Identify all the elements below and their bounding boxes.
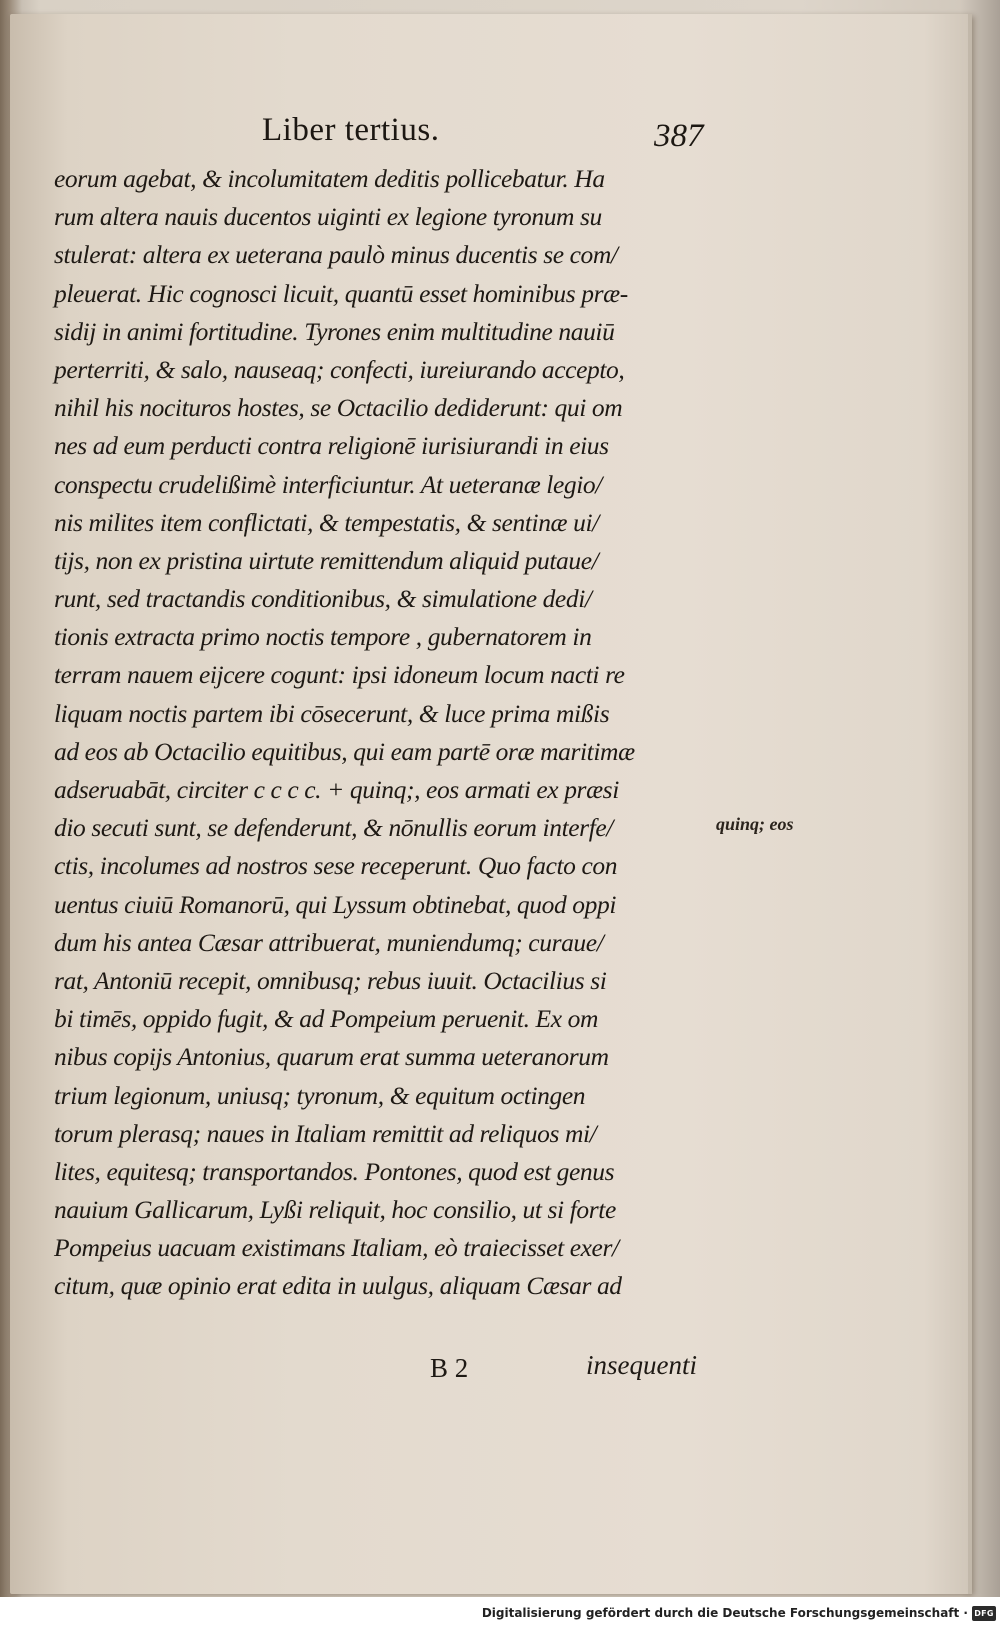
text-line: torum plerasq; naues in Italiam remittit ad reliquos mi/: [54, 1118, 597, 1148]
text-line: terram nauem eijcere cogunt: ipsi idoneum locum nacti re: [54, 660, 625, 690]
text-line: conspectu crudelißimè interficiuntur. At ueteranæ legio/: [54, 469, 602, 499]
text-line: lites, equitesq; transportandos. Pontones, quod est genus: [54, 1156, 615, 1186]
dfg-logo-text: DFG: [974, 1609, 994, 1618]
catchword: insequenti: [586, 1350, 697, 1380]
text-line: adseruabāt, circiter c c c c. + quinq;, eos armati ex præsi: [54, 775, 619, 804]
text-line: pleuerat. Hic cognosci licuit, quantū esset hominibus præ-: [54, 278, 628, 308]
body-text: [54, 160, 734, 1306]
text-line: nihil his nocituros hostes, se Octacilio dediderunt: qui om: [54, 393, 623, 423]
text-line: sidij in animi fortitudine. Tyrones enim multitudine nauiū: [54, 316, 615, 346]
text-line: dio secuti sunt, se defenderunt, & nōnullis eorum interfe/: [54, 813, 613, 843]
marginal-note: quinq; eos: [716, 814, 794, 834]
footer-credit: Digitalisierung gefördert durch die Deutsche Forschungsgemeinschaft ·: [481, 1606, 968, 1620]
text-line: nauium Gallicarum, Lyßi reliquit, hoc consilio, ut si forte: [54, 1195, 616, 1225]
running-head: Liber tertius.: [262, 112, 440, 148]
text-line: citum, quæ opinio erat edita in uulgus, aliquam Cæsar ad: [54, 1271, 622, 1301]
text-line: ad eos ab Octacilio equitibus, qui eam partē oræ maritimæ: [54, 736, 635, 766]
text-line: ctis, incolumes ad nostros sese receperunt. Quo facto con: [54, 851, 618, 881]
book-page: [10, 14, 972, 1594]
text-line: liquam noctis partem ibi cōsecerunt, & luce prima mißis: [54, 698, 610, 728]
text-line: stulerat: altera ex ueterana paulò minus ducentis se com/: [54, 240, 618, 270]
text-line: nes ad eum perducti contra religionē iurisiurandi in eius: [54, 431, 609, 461]
folio-number: 387: [654, 118, 704, 154]
text-line: trium legionum, uniusq; tyronum, & equitum octingen: [54, 1080, 586, 1110]
text-line: bi timēs, oppido fugit, & ad Pompeium peruenit. Ex om: [54, 1004, 598, 1034]
text-line: nibus copijs Antonius, quarum erat summa ueteranorum: [54, 1042, 609, 1072]
page-edge: [968, 14, 972, 1594]
text-line: eorum agebat, & incolumitatem deditis pollicebatur. Ha: [54, 164, 605, 193]
text-line: Pompeius uacuam existimans Italiam, eò traiecisset exer/: [54, 1233, 619, 1263]
text-line: nis milites item conflictati, & tempestatis, & sentinæ ui/: [54, 507, 599, 537]
text-line: tijs, non ex pristina uirtute remittendum aliquid putaue/: [54, 545, 599, 575]
text-line: uentus ciuiū Romanorū, qui Lyssum obtinebat, quod oppi: [54, 889, 616, 919]
text-line: rat, Antoniū recepit, omnibusq; rebus iuuit. Octacilius si: [54, 965, 607, 995]
text-line: rum altera nauis ducentos uiginti ex legione tyronum su: [54, 202, 602, 232]
signature-mark: B 2: [430, 1353, 469, 1383]
text-line: dum his antea Cæsar attribuerat, muniendumq; curaue/: [54, 927, 604, 957]
text-line: tionis extracta primo noctis tempore , gubernatorem in: [54, 622, 592, 652]
dfg-logo: [972, 1606, 996, 1621]
text-line: runt, sed tractandis conditionibus, & simulatione dedi/: [54, 584, 592, 614]
text-line: perterriti, & salo, nauseaq; confecti, iureiurando accepto,: [54, 354, 625, 384]
footer-bar: [0, 1597, 1000, 1627]
